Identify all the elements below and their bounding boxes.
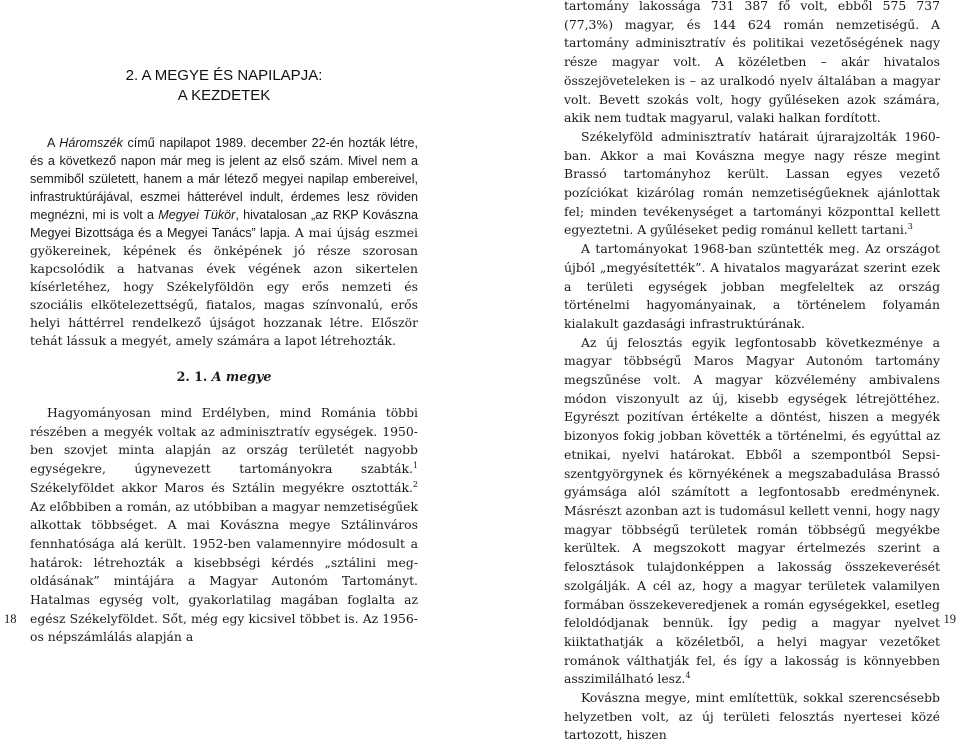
intro-paragraph bbox=[30, 134, 418, 350]
right-page bbox=[480, 0, 960, 743]
intro-text-1: A bbox=[47, 136, 60, 150]
footnote-ref-2[interactable]: 2 bbox=[412, 479, 418, 489]
chapter-title bbox=[30, 66, 418, 106]
footnote-ref-3[interactable]: 3 bbox=[907, 222, 913, 232]
footnote-ref-1[interactable]: 1 bbox=[412, 461, 418, 471]
chapter-title-line2: A KEZDETEK bbox=[177, 87, 271, 104]
section-text-1: Hagyományosan mind Erdélyben, mind Románia többi részében a megyék voltak az adminisztratív egységek. 1950-ben szovjet minta alapján az ország területét nagyobb egységekre, úgynevezett tartományokra szabták. bbox=[30, 405, 418, 477]
intro-text-4: A mai újság eszmei gyökereinek, képének és önképének jó része szorosan kapcsolódik a hatvanas évek végének azon sikertelen kísérletéhez, hogy Székelyföldön egy erős nemzeti és szociális elkötelezettségű, fiatalos, magas színvonalú, erős helyi háttérrel rendelkező újságot hozzanak létre. Először tehát lássuk a megyét, amely számára a lapot létrehozták. bbox=[30, 225, 418, 348]
intro-text-3: , hivatalosan „az RKP Kovászna Megyei Bizottsága és a Megyei Tanács” lapja. bbox=[30, 208, 418, 240]
right-paragraph-3: A tartományokat 1968-ban szüntették meg. Az országot újból „megyésítették”. A hivatalos magyarázat szerint ezek a területi egységek jobban megfeleltek az ország történelmi hagyományainak, a történelem folyamán kialakult gazdasági infrastruktúrának. bbox=[564, 241, 940, 331]
left-page bbox=[0, 0, 480, 645]
right-column bbox=[564, 0, 940, 745]
section-heading bbox=[30, 368, 418, 386]
intro-text-2: című napilapot 1989. december 22-én hozták létre, és a következő napon már meg is jelent az első szám. Mivel nem a semmiből született, hanem a már létező megyei napilap embereivel, infrastruktúrájával, eszmei hátterével indult, érdemes lesz röviden megnézni, mi is volt a bbox=[30, 136, 418, 222]
section-title: A megye bbox=[211, 369, 272, 384]
right-paragraph-2-text: Székelyföld adminisztratív határait újrarajzolták 1960-ban. Akkor a mai Kovászna megye nagy része megint Brassó tartományhoz került. Lassan egyes vezető pozíciókat kizárólag román nemzetiségűeknek ajánlottak fel; minden tevékenységet a tartományi központtal kellett egyeztetni. A gyűléseket pedig románul kellett tartani. bbox=[564, 128, 940, 238]
section-text-3: Az előbbiben a román, az utóbbiban a magyar nemzetiségűek alkottak többséget. A mai Kovászna megye Sztálinváros fennhatósága alá került. 1952-ben valamennyire módosult a határok: létrehozták a kisebbségi kérdés „sztálini megoldásának” mintájára a Magyar Autonóm Tartományt. Hatalmas egység volt, gyakorlatilag magában foglalta az egész Székelyföldet. Sőt, még egy kicsivel többet is. Az 1956-os népszámlálás alapján a bbox=[30, 498, 418, 645]
newspaper-title-haromszek: Háromszék bbox=[59, 136, 123, 150]
right-paragraph-4-text: Az új felosztás egyik legfontosabb következménye a magyar többségű Maros Magyar Autonóm tartomány megszűnése volt. A magyar közvélemény ambivalens módon viszonyult az új, kisebb egységek létrejöttéhez. Egyrészt pozitívan értékelte a döntést, hiszen a megyék bizonyos fokig jobban követték a történelmi, és egyúttal az etnikai, nyelvi határokat. Ebből a szempontból Sepsiszentgyörgynek és környékének a megszabadulása Brassó gyámsága alól számított a legfontosabb eredménynek. Másrészt azonban azt is tudomásul kellett venni, hogy nagy magyar többségű területek román többségű megyékbe kerültek. A megszokott magyar értelmezés szerint a felosztások tulajdonképpen a lakosság összekeverését szolgálják. A cél az, hogy a magyar területek valamilyen formában összekeveredjenek a román egységekkel, esetleg feloldódjanak bennük. Így pedig a magyar nyelvet kiiktathatják a közéletből, a helyi magyar vezetőket románok válthatják fel, és így a lakosság is könnyebben asszimilálható lesz. bbox=[564, 334, 940, 687]
right-paragraph-5: Kovászna megye, mint említettük, sokkal szerencsésebb helyzetben volt, az új területi felosztás nyertesei közé tartozott, hiszen bbox=[564, 690, 940, 743]
page-number-left: 18 bbox=[4, 612, 17, 626]
right-paragraph-2 bbox=[564, 128, 940, 240]
newspaper-title-megyei-tukor: Megyei Tükör bbox=[158, 208, 236, 222]
chapter-title-line1: 2. A MEGYE ÉS NAPILAPJA: bbox=[125, 67, 323, 84]
page-number-right: 19 bbox=[943, 612, 956, 626]
section-number: 2. 1. bbox=[176, 369, 212, 384]
left-column bbox=[30, 134, 418, 647]
section-paragraph bbox=[30, 404, 418, 647]
right-paragraph-4 bbox=[564, 334, 940, 689]
right-paragraph-1: tartomány lakossága 731 387 fő volt, ebből 575 737 (77,3%) magyar, és 144 624 román nemzetiségű. A tartomány adminisztratív és politikai vezetőségének nagy része magyar volt. A közéletben – akár hivatalos összejöveteleken is – az uralkodó nyelv általában a magyar volt. Bevett szokás volt, hogy gyűléseken azok számára, akik nem tudtak magyarul, valaki halkan fordított. bbox=[564, 0, 940, 126]
section-text-2: Székelyföldet akkor Maros és Sztálin megyékre osztották. bbox=[30, 479, 413, 495]
footnote-ref-4[interactable]: 4 bbox=[685, 671, 691, 681]
